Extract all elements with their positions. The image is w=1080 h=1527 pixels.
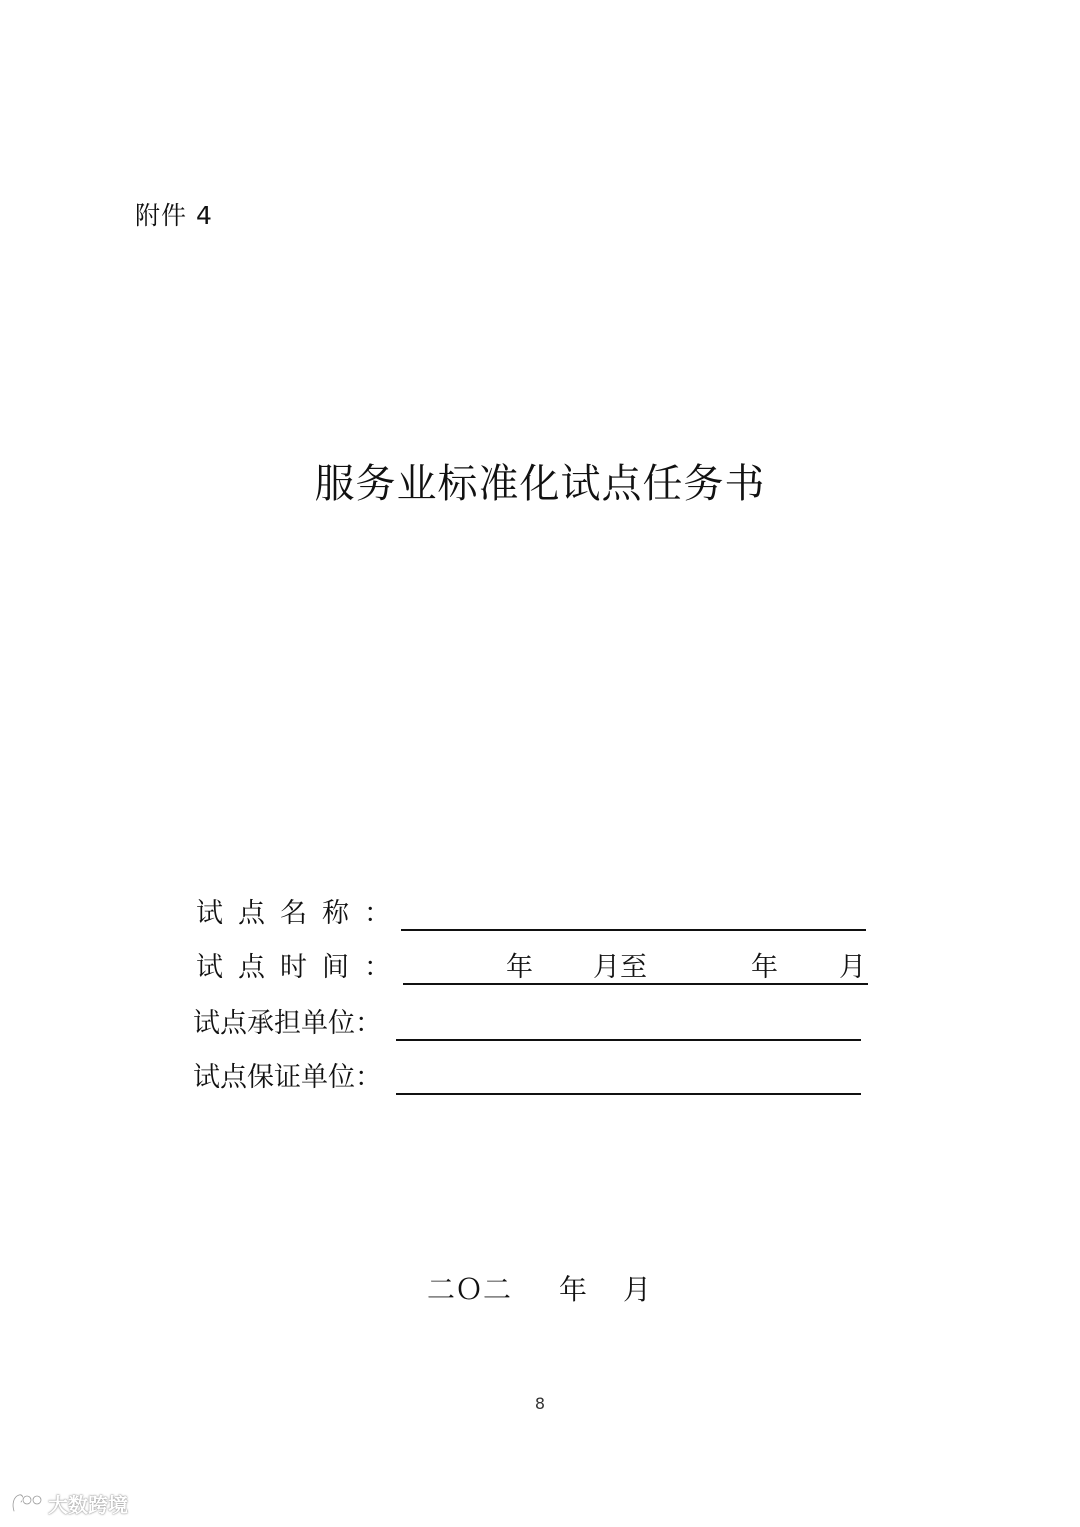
pilot-time-month-to: 月至 xyxy=(593,952,647,983)
guarantee-unit-field[interactable] xyxy=(396,1060,861,1095)
footer-date-year-prefix: 二Ｏ二 xyxy=(427,1273,512,1306)
pilot-name-field[interactable] xyxy=(401,896,866,931)
footer-date-year: 年 xyxy=(559,1273,588,1306)
pilot-time-row xyxy=(196,950,868,986)
guarantee-unit-label: 试点保证单位： xyxy=(193,1062,382,1093)
pilot-time-year-end: 年 xyxy=(751,952,778,983)
pilot-time-year-start: 年 xyxy=(506,952,533,983)
undertaking-unit-row xyxy=(193,1006,861,1042)
pilot-name-row xyxy=(196,896,866,932)
page-number: 8 xyxy=(534,1394,546,1413)
footer-date-month: 月 xyxy=(623,1273,652,1306)
watermark-logo-icon xyxy=(10,1491,44,1515)
undertaking-unit-field[interactable] xyxy=(396,1006,861,1041)
watermark-text: 大数跨境 xyxy=(48,1492,128,1517)
pilot-time-month-end: 月 xyxy=(839,952,866,983)
pilot-name-label: 试点名称： xyxy=(196,898,406,929)
undertaking-unit-label: 试点承担单位： xyxy=(193,1008,382,1039)
attachment-label: 附件 4 xyxy=(135,201,213,230)
document-title: 服务业标准化试点任务书 xyxy=(314,461,766,507)
guarantee-unit-row xyxy=(193,1060,861,1096)
watermark xyxy=(10,1489,128,1517)
pilot-time-label: 试点时间： xyxy=(196,952,406,983)
